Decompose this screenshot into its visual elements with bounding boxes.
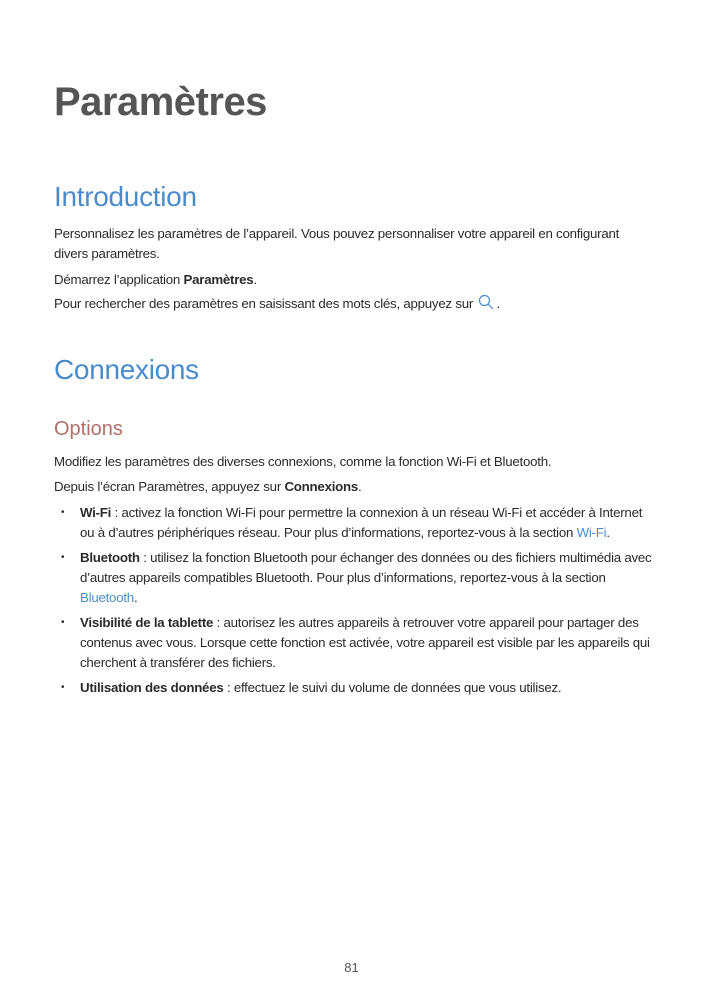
item-term: Wi-Fi <box>80 505 112 520</box>
text-fragment: Depuis l’écran Paramètres, appuyez sur <box>54 479 285 494</box>
text-fragment: . <box>253 272 257 287</box>
list-item-wifi <box>54 503 652 543</box>
text-fragment: . <box>606 525 610 540</box>
item-description: : utilisez la fonction Bluetooth pour échanger des données ou des fichiers multimédia avec d’autres appareils compatibles Bluetooth. Pour plus d’informations, reportez-vous à la section <box>80 550 652 585</box>
options-list <box>54 503 652 703</box>
item-description: : autorisez les autres appareils à retrouver votre appareil pour partager des contenus avec vous. Lorsque cette fonction est activée, votre appareil est visible par les appareils qui cherchent à transférer des fichiers. <box>80 615 650 670</box>
item-term: Bluetooth <box>80 550 140 565</box>
app-name: Paramètres <box>183 272 254 287</box>
options-instruction <box>54 477 649 497</box>
bullet: • <box>61 617 65 628</box>
item-term: Visibilité de la tablette <box>80 615 214 630</box>
search-icon <box>478 294 494 316</box>
list-item-bluetooth <box>54 548 652 608</box>
text-fragment: Démarrez l’application <box>54 272 184 287</box>
intro-search-instruction <box>54 294 649 316</box>
page-number: 81 <box>344 960 359 975</box>
section-heading-introduction: Introduction <box>54 181 197 212</box>
text-fragment: . <box>496 296 500 311</box>
item-description: : effectuez le suivi du volume de données que vous utilisez. <box>223 680 562 695</box>
bullet: • <box>61 507 65 518</box>
bluetooth-section-link[interactable]: Bluetooth <box>80 590 134 605</box>
text-fragment: Pour rechercher des paramètres en saisissant des mots clés, appuyez sur <box>54 296 477 311</box>
options-paragraph: Modifiez les paramètres des diverses connexions, comme la fonction Wi-Fi et Bluetooth. <box>54 454 552 469</box>
text-fragment: . <box>358 479 362 494</box>
intro-launch-instruction <box>54 270 649 290</box>
list-item-data-usage <box>54 678 652 698</box>
section-heading-connexions: Connexions <box>54 354 199 385</box>
menu-name: Connexions <box>284 479 359 494</box>
list-item-visibility <box>54 613 652 673</box>
text-fragment: . <box>133 590 138 605</box>
page-title: Paramètres <box>54 80 267 124</box>
item-description: : activez la fonction Wi-Fi pour permettre la connexion à un réseau Wi-Fi et accéder à Internet ou à d’autres périphériques réseau. Pour plus d’informations, reportez-vous à la section <box>80 505 643 540</box>
intro-paragraph: Personnalisez les paramètres de l’appareil. Vous pouvez personnaliser votre appareil en configurant divers paramètres. <box>54 226 620 261</box>
subsection-heading-options: Options <box>54 418 123 440</box>
wifi-section-link[interactable]: Wi-Fi <box>576 525 607 540</box>
bullet: • <box>61 682 65 693</box>
bullet: • <box>61 552 65 563</box>
item-term: Utilisation des données <box>80 680 224 695</box>
